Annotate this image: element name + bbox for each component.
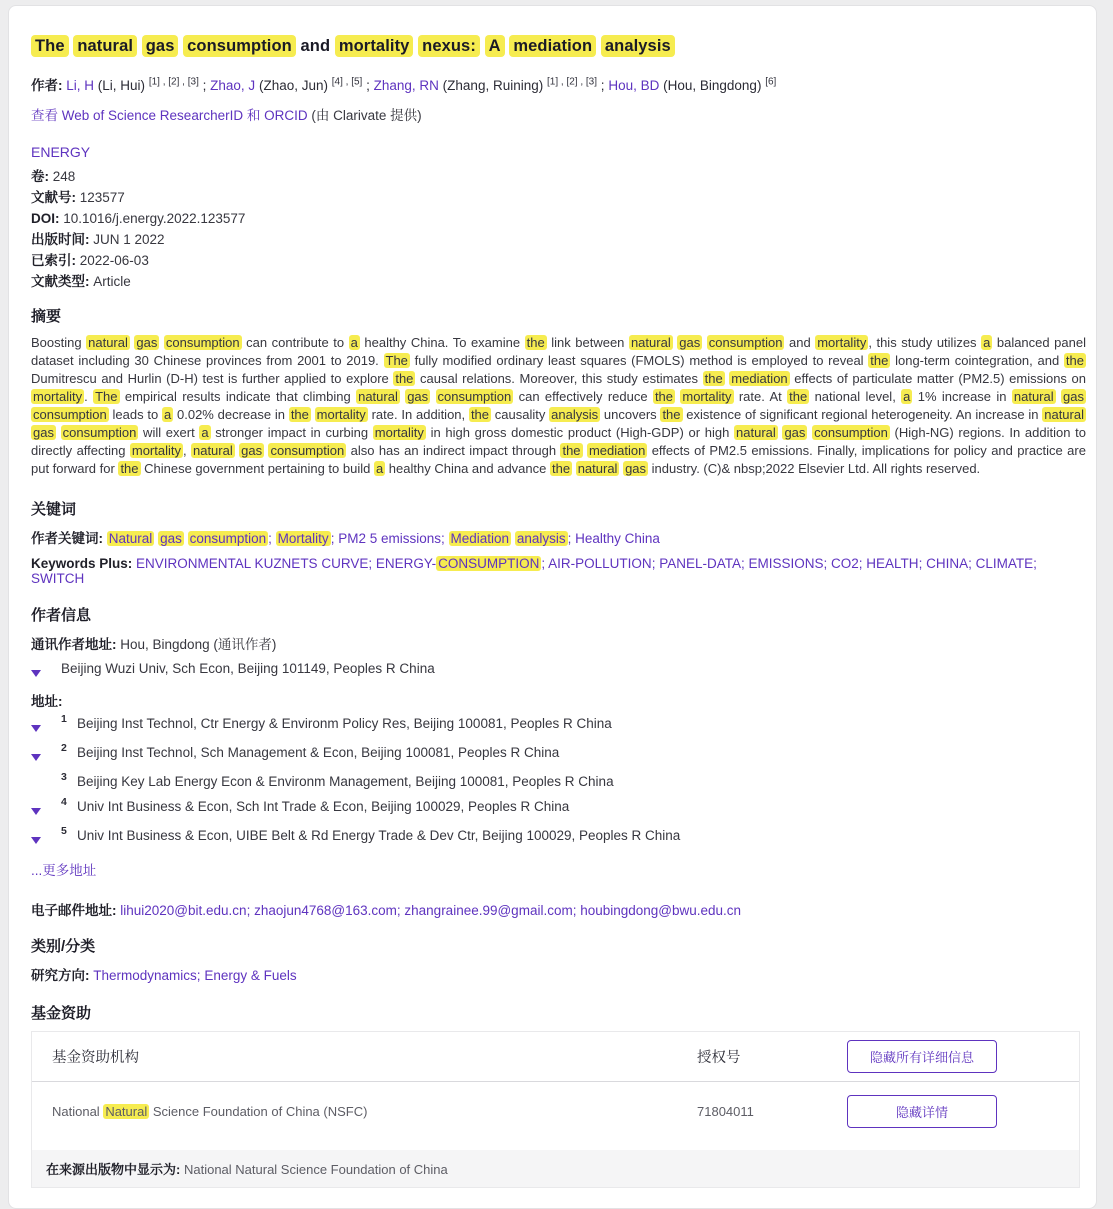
researcherid-line <box>31 104 1086 124</box>
author-affiliation-sup: [4] , [5] <box>331 76 363 88</box>
hide-all-details-button[interactable]: 隐藏所有详细信息 <box>847 1040 997 1073</box>
keywords-plus-line <box>31 556 1086 586</box>
keywords-plus-list: ENVIRONMENTAL KUZNETS CURVE; ENERGY- CONSUMPTION ; AIR-POLLUTION; PANEL-DATA; EMISSIONS; CO2; HEALTH; CHINA; CLIMATE; SWITCH <box>31 556 1037 586</box>
hide-details-button[interactable]: 隐藏详情 <box>847 1095 997 1128</box>
funding-source-value: National Natural Science Foundation of China <box>183 1162 448 1177</box>
meta-row <box>31 233 1086 247</box>
keywords-plus-link[interactable]: CLIMATE <box>975 556 1034 571</box>
corresponding-author-label: 通讯作者地址: <box>31 637 117 652</box>
meta-row <box>31 275 1086 289</box>
author-keywords-label: 作者关键词: <box>31 531 103 546</box>
keywords-plus-link[interactable]: ENERGY- CONSUMPTION <box>375 556 540 571</box>
author-affiliation-sup: [1] , [2] , [3] <box>148 76 199 88</box>
address-text: Beijing Key Lab Energy Econ & Environm Management, Beijing 100081, Peoples R China <box>77 774 614 789</box>
author-affiliation-sup: [6] <box>765 76 777 88</box>
funding-agency: National Natural Science Foundation of China (NSFC) <box>52 1104 368 1119</box>
meta-row <box>31 170 1086 184</box>
meta-label: 出版时间: <box>31 232 90 247</box>
journal-link[interactable]: ENERGY <box>31 144 91 160</box>
email-link[interactable]: zhaojun4768@163.com <box>254 903 397 918</box>
keywords-plus-link[interactable]: ENVIRONMENTAL KUZNETS CURVE <box>136 556 369 571</box>
meta-row <box>31 191 1086 205</box>
address-text: Beijing Inst Technol, Ctr Energy & Environm Policy Res, Beijing 100081, Peoples R China <box>77 716 612 731</box>
corresponding-author-name: Hou, Bingdong (通讯作者) <box>120 637 277 652</box>
meta-value: 2022-06-03 <box>79 253 149 268</box>
expand-arrow-icon[interactable] <box>31 670 41 677</box>
addresses-label: 地址: <box>31 694 63 709</box>
keywords-plus-link[interactable]: AIR-POLLUTION <box>548 556 652 571</box>
author-fullname: (Li, Hui) <box>97 78 146 93</box>
authors-label: 作者: <box>31 78 63 93</box>
email-link[interactable]: lihui2020@bit.edu.cn <box>120 903 247 918</box>
researcherid-orcid-link[interactable]: 查看 Web of Science ResearcherID 和 ORCID <box>31 108 308 123</box>
more-addresses-link[interactable]: ...更多地址 <box>31 863 97 878</box>
meta-value: 248 <box>52 169 76 184</box>
email-link[interactable]: zhangrainee.99@gmail.com <box>404 903 573 918</box>
research-areas-list: Thermodynamics; Energy & Fuels <box>93 968 297 983</box>
grant-number: 71804011 <box>697 1104 754 1119</box>
authors-list: Li, H (Li, Hui) [1] , [2] , [3] ; Zhao, J (Zhao, Jun) [4] , [5] ; Zhang, RN (Zhang, Ruining) [1] , [2] , [3] ; Hou, BD (Hou, Bingdong) [6] <box>66 76 777 93</box>
meta-label: 文献号: <box>31 190 76 205</box>
funding-source-label: 在来源出版物中显示为: <box>46 1162 181 1177</box>
keywords-heading: 关键词 <box>31 501 77 518</box>
address-row <box>31 771 1086 789</box>
address-row <box>31 713 1086 735</box>
meta-row <box>31 212 1086 226</box>
expand-arrow-icon[interactable] <box>31 837 41 844</box>
address-text: Univ Int Business & Econ, UIBE Belt & Rd Energy Trade & Dev Ctr, Beijing 100029, Peoples R China <box>77 828 681 843</box>
corresponding-address-row <box>31 661 1086 680</box>
keywords-plus-link[interactable]: PANEL-DATA <box>659 556 741 571</box>
meta-value: 10.1016/j.energy.2022.123577 <box>63 211 246 226</box>
keywords-plus-label: Keywords Plus: <box>31 556 133 571</box>
keywords-plus-link[interactable]: CO2 <box>831 556 859 571</box>
author-keywords-line <box>31 527 1086 547</box>
categories-heading: 类别/分类 <box>31 938 96 955</box>
meta-label: 已索引: <box>31 253 76 268</box>
author-info-heading: 作者信息 <box>31 607 92 624</box>
author-keyword-link[interactable]: Mediation analysis <box>450 531 566 546</box>
email-link[interactable]: houbingdong@bwu.edu.cn <box>580 903 742 918</box>
research-areas-label: 研究方向: <box>31 968 90 983</box>
abstract-heading: 摘要 <box>31 308 62 325</box>
meta-value: Article <box>93 274 131 289</box>
address-number: 1 <box>61 713 67 725</box>
email-label: 电子邮件地址: <box>31 903 117 918</box>
address-number: 4 <box>61 796 67 808</box>
author-keyword-link[interactable]: Healthy China <box>575 531 660 546</box>
meta-value: JUN 1 2022 <box>93 232 165 247</box>
funding-rows <box>32 1082 1079 1141</box>
corresponding-address: Beijing Wuzi Univ, Sch Econ, Beijing 101149, Peoples R China <box>61 661 435 676</box>
meta-row <box>31 254 1086 268</box>
address-row <box>31 825 1086 847</box>
funding-heading: 基金资助 <box>31 1005 92 1022</box>
expand-arrow-icon[interactable] <box>31 808 41 815</box>
meta-label: DOI: <box>31 211 60 226</box>
author-fullname: (Hou, Bingdong) <box>663 78 762 93</box>
funding-agency-column-header: 基金资助机构 <box>52 1050 139 1066</box>
funding-table-header <box>32 1032 1079 1082</box>
expand-arrow-icon[interactable] <box>31 754 41 761</box>
address-number: 3 <box>61 771 67 783</box>
meta-label: 卷: <box>31 169 49 184</box>
author-link[interactable]: Zhao, J <box>210 78 256 93</box>
meta-label: 文献类型: <box>31 274 90 289</box>
author-link[interactable]: Zhang, RN <box>373 78 439 93</box>
keywords-plus-link[interactable]: CHINA <box>926 556 969 571</box>
addresses-list <box>31 713 1086 847</box>
funding-source-row <box>32 1150 1079 1187</box>
research-area-link[interactable]: Thermodynamics <box>93 968 197 983</box>
researcherid-suffix: (由 Clarivate 提供) <box>311 108 422 123</box>
meta-block <box>31 170 1086 289</box>
email-line <box>31 899 1086 919</box>
author-keyword-link[interactable]: Mortality <box>277 531 329 546</box>
meta-value: 123577 <box>79 190 125 205</box>
address-row <box>31 796 1086 818</box>
funding-table <box>31 1031 1080 1188</box>
author-keywords-list: Natural gas consumption ; Mortality ; PM2 5 emissions; Mediation analysis ; Healthy China <box>108 531 660 546</box>
author-link[interactable]: Hou, BD <box>608 78 660 93</box>
address-text: Univ Int Business & Econ, Sch Int Trade & Econ, Beijing 100029, Peoples R China <box>77 799 570 814</box>
article-record-card <box>8 5 1097 1209</box>
author-fullname: (Zhao, Jun) <box>258 78 328 93</box>
keywords-plus-link[interactable]: EMISSIONS <box>748 556 824 571</box>
keywords-plus-link[interactable]: HEALTH <box>866 556 919 571</box>
grant-number-column-header: 授权号 <box>697 1050 741 1066</box>
address-number: 5 <box>61 825 67 837</box>
address-text: Beijing Inst Technol, Sch Management & Econ, Beijing 100081, Peoples R China <box>77 745 560 760</box>
research-areas-line <box>31 964 1086 984</box>
author-affiliation-sup: [1] , [2] , [3] <box>547 76 598 88</box>
address-row <box>31 742 1086 764</box>
author-keyword-link[interactable]: PM2 5 emissions <box>338 531 441 546</box>
authors-line <box>31 74 1086 94</box>
keywords-plus-link[interactable]: SWITCH <box>31 571 85 586</box>
corresponding-author-line <box>31 633 1086 653</box>
funding-row <box>32 1082 1079 1141</box>
author-fullname: (Zhang, Ruining) <box>442 78 544 93</box>
article-title: The natural gas consumption and mortality nexus: A mediation analysis <box>31 34 1086 58</box>
author-keyword-link[interactable]: Natural gas consumption <box>108 531 267 546</box>
abstract-text: Boosting natural gas consumption can contribute to a healthy China. To examine the link between natural gas consumption and mortality , this study utilizes a balanced panel dataset including 30 Chinese provinces from 2001 to 2019. The fully modified ordinary least squares (FMOLS) method is employed to reveal the long-term cointegration, and the Dumitrescu and Hurlin (D-H) test is further applied to explore the causal relations. Moreover, this study estimates the mediation effects of particulate matter (PM2.5) emissions on mortality . The empirical results indicate that climbing natural gas consumption can effectively reduce the mortality rate. At the national level, a 1% increase in natural gas consumption leads to a 0.02% decrease in the mortality rate. In addition, the causality analysis uncovers the existence of significant regional heterogeneity. An increase in natural gas consumption will exert a stronger impact in curbing mortality in high gross domestic product (High-GDP) or high natural gas consumption (High-NG) regions. In addition to directly affecting mortality , natural gas consumption also has an indirect impact through the mediation effects of PM2.5 emissions. Finally, implications for policy and practice are put forward for the Chinese government pertaining to build a healthy China and advance the natural gas industry. (C)& nbsp;2022 Elsevier Ltd. All rights reserved. <box>31 335 1086 476</box>
expand-arrow-icon[interactable] <box>31 725 41 732</box>
emails-list: lihui2020@bit.edu.cn; zhaojun4768@163.com; zhangrainee.99@gmail.com; houbingdong@bwu.edu.cn <box>120 903 742 918</box>
research-area-link[interactable]: Energy & Fuels <box>204 968 297 983</box>
address-number: 2 <box>61 742 67 754</box>
author-link[interactable]: Li, H <box>66 78 95 93</box>
